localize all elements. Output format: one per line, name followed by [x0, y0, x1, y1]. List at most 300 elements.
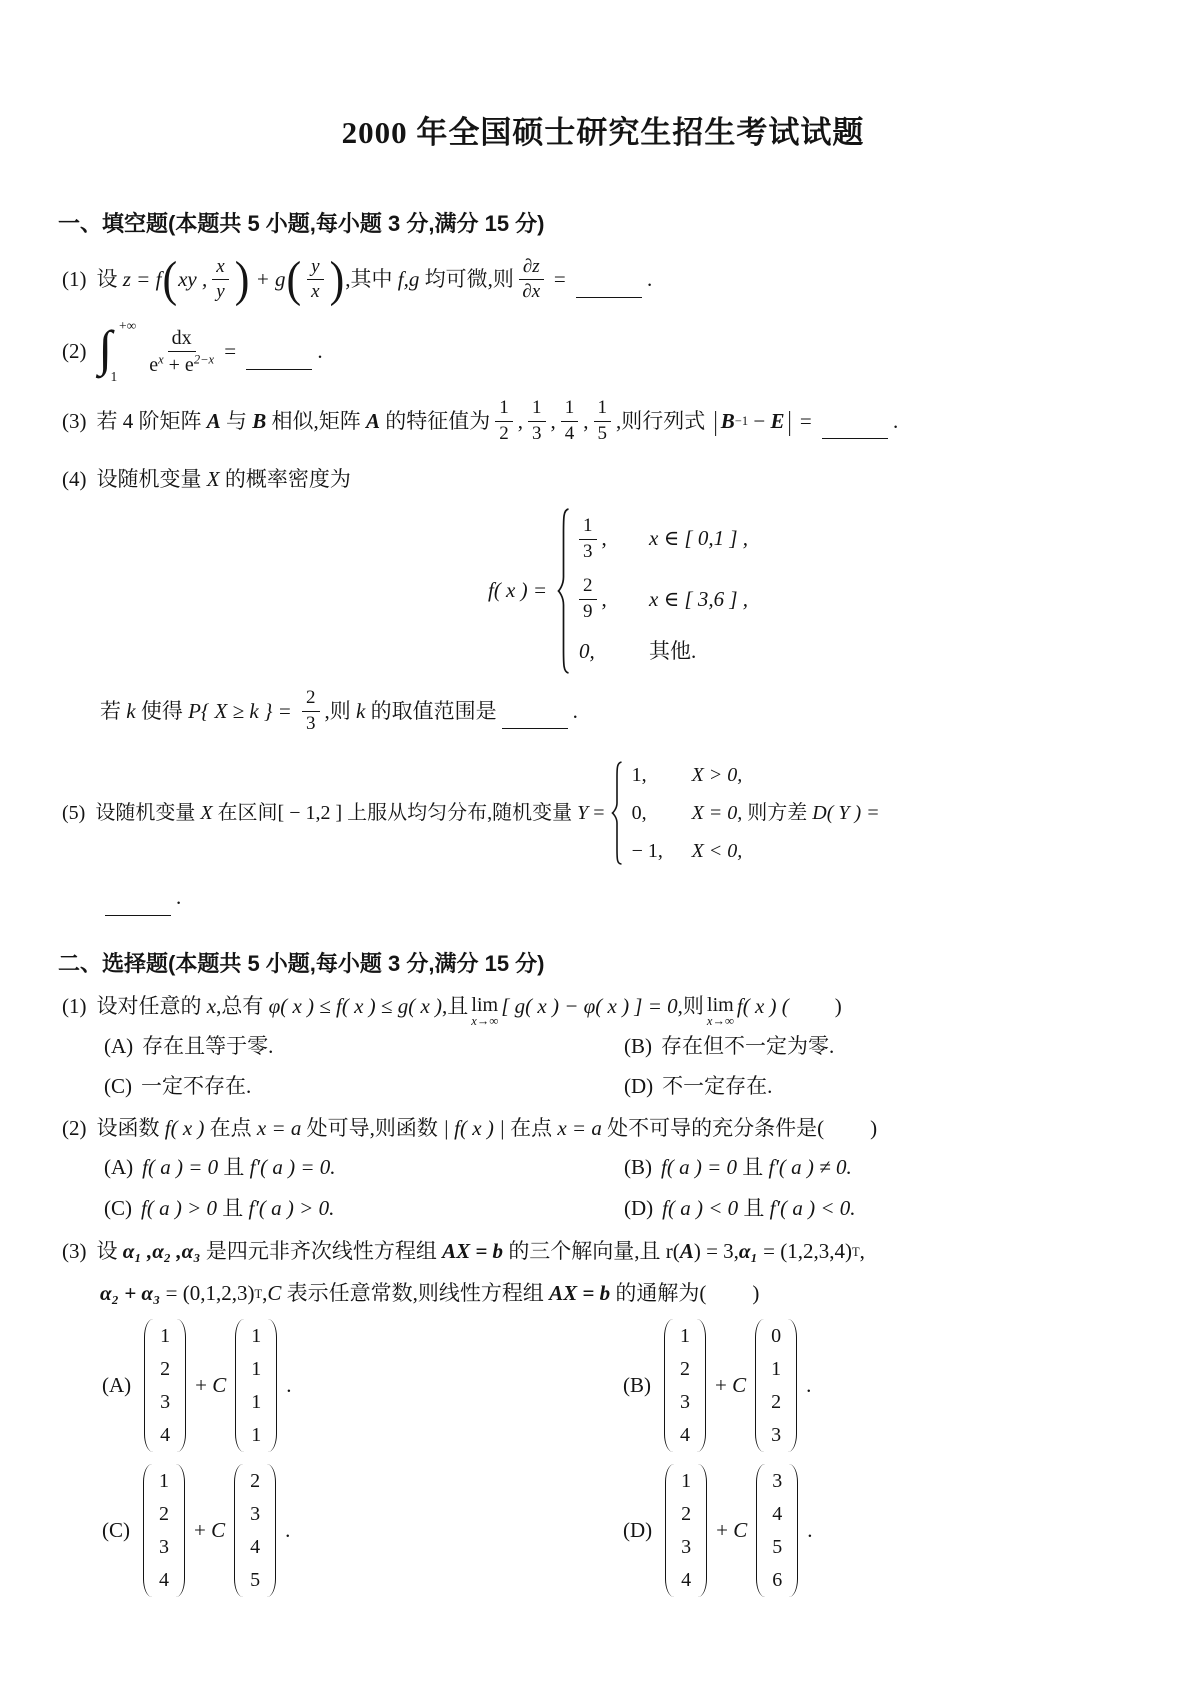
- column-vector: [755, 1319, 797, 1452]
- question-text: 则方差: [742, 801, 813, 824]
- fraction-numerator: 2: [579, 575, 597, 600]
- math-expression: x = a: [557, 1115, 602, 1140]
- integral-sign: [98, 318, 137, 384]
- vector-entry: 4: [772, 1503, 783, 1526]
- column-vector: [144, 1319, 186, 1452]
- piecewise-row: [632, 760, 743, 790]
- question-text: ,且: [442, 993, 469, 1018]
- question-text: 的三个解向量,且 r(: [503, 1239, 680, 1264]
- option-math: f( a ) > 0: [141, 1195, 217, 1220]
- vector-entry: 0: [771, 1325, 782, 1348]
- matrix-A: A: [679, 1239, 694, 1264]
- math-expression: =: [548, 267, 571, 292]
- vector-entry: 1: [680, 1325, 690, 1348]
- determinant-bar: |: [787, 404, 792, 437]
- question-label: (2): [62, 1115, 87, 1140]
- vector-alpha1: α₁: [738, 1239, 758, 1264]
- option-label: (C): [102, 1518, 130, 1543]
- fraction: [495, 397, 513, 446]
- math-expression: −: [748, 408, 771, 433]
- question-text: 处不可导的充分条件是(: [601, 1115, 825, 1140]
- fraction-numerator: 1: [561, 397, 579, 422]
- vector-entry: 4: [250, 1536, 261, 1559]
- option-D: [623, 1464, 1144, 1597]
- variable-k: k: [356, 698, 366, 723]
- option-label: (C): [104, 1195, 132, 1220]
- piecewise-condition: X = 0,: [691, 801, 743, 824]
- fill-blank-q5: [62, 760, 1144, 866]
- fraction-numerator: 1: [528, 397, 546, 422]
- math-expression: D( Y ) =: [812, 801, 880, 824]
- piecewise-value: 1,: [631, 763, 647, 786]
- question-text: 设随机变量: [96, 466, 207, 491]
- answer-blank: [502, 705, 568, 729]
- option-text: 存在但不一定为零.: [661, 1033, 835, 1058]
- period: .: [806, 1373, 812, 1398]
- question-text: 的概率密度为: [219, 466, 351, 491]
- fraction: [519, 256, 544, 305]
- vector-left-paren: [756, 1464, 765, 1597]
- math-expression: [ g( x ) − φ( x ) ] = 0: [501, 993, 678, 1018]
- exponent: 2−x: [193, 352, 215, 367]
- matrix-A: A: [366, 408, 381, 433]
- question-text: 设: [96, 1239, 123, 1264]
- piecewise-condition: x ∈ [ 3,6 ] ,: [649, 586, 749, 611]
- vector-entry: 5: [772, 1536, 783, 1559]
- question-label: (1): [62, 993, 87, 1018]
- vector-entry: 1: [159, 1470, 169, 1493]
- vector-entry: 1: [771, 1358, 782, 1381]
- question-text: 表示任意常数,则线性方程组: [281, 1280, 550, 1305]
- option-label: (B): [623, 1373, 651, 1398]
- option-label: (A): [104, 1033, 134, 1058]
- vector-right-paren: [176, 1464, 185, 1597]
- question-label: (3): [62, 1239, 87, 1264]
- question-text: 在点: [204, 1115, 257, 1140]
- vector-right-paren: [788, 1319, 797, 1452]
- question-text: ,总有: [216, 993, 269, 1018]
- question-text: 相似,矩阵: [266, 408, 367, 433]
- vector-entry: 3: [771, 1424, 782, 1447]
- piecewise-condition: 其他.: [649, 639, 697, 664]
- answer-blank: [105, 892, 171, 916]
- question-text: 设函数: [96, 1115, 165, 1140]
- vector-entry: 4: [159, 1569, 169, 1592]
- answer-blank: [576, 274, 642, 298]
- fraction-denominator: x: [311, 281, 320, 303]
- question-label: (2): [62, 338, 87, 363]
- option-C: [104, 1071, 624, 1103]
- choice-q1-options: [104, 1031, 1144, 1103]
- option-math: f( a ) = 0: [142, 1155, 219, 1180]
- column-vector: [235, 1319, 277, 1452]
- question-text: 的通解为(: [610, 1280, 707, 1305]
- column-vector: [664, 1319, 706, 1452]
- option-D: [624, 1193, 1144, 1225]
- vector-left-paren: [143, 1464, 152, 1597]
- integral-upper-limit: +∞: [118, 318, 137, 334]
- fill-blank-q3: (3) 若 4 阶矩阵 A 与 B 相似,矩阵 A 的特征值为 $\frac{1}{2}$ , $\frac{1}{3}$ , $\frac{1}{4}$ , $\frac{1}{5}$ ,则行列式 | B −1 − E | = .: [62, 397, 899, 444]
- vector-entry: 2: [160, 1358, 171, 1381]
- option-math: f( a ) < 0: [662, 1195, 739, 1220]
- matrix-A: A: [206, 408, 221, 433]
- option-C: [102, 1464, 623, 1597]
- option-A: [102, 1319, 623, 1452]
- comma: ,: [601, 586, 607, 611]
- question-text: ,则: [324, 698, 357, 723]
- question-text: 均可微,则: [419, 267, 514, 292]
- option-text: 不一定存在.: [662, 1074, 773, 1099]
- option-C: [104, 1193, 624, 1225]
- period: .: [285, 1518, 291, 1543]
- fraction-denominator: y: [216, 281, 225, 303]
- period: .: [572, 698, 578, 723]
- vector-entry: 3: [159, 1536, 169, 1559]
- fraction-denominator: 9: [583, 601, 593, 623]
- vector-entries: [764, 1319, 788, 1452]
- plus-C: [194, 1515, 225, 1547]
- limit-text: lim: [707, 994, 734, 1017]
- vector-entry: 1: [251, 1358, 262, 1381]
- fraction: [307, 256, 323, 305]
- vector-entry: 4: [681, 1569, 692, 1592]
- fill-blank-q4: [62, 464, 1144, 496]
- right-paren: ): [234, 251, 250, 307]
- fraction-numerator: y: [307, 256, 323, 281]
- piecewise-value: 0,: [579, 639, 595, 664]
- piecewise-row: [579, 636, 748, 668]
- matrix-B: B: [252, 408, 267, 433]
- fraction-numerator: x: [212, 256, 228, 281]
- piecewise-value: 0,: [631, 801, 647, 824]
- vector-entry: 2: [680, 1358, 690, 1381]
- math-expression: f( x ) =: [487, 578, 548, 603]
- constant-C: C: [732, 1373, 747, 1398]
- equation-AX-b: AX = b: [549, 1280, 611, 1305]
- option-math: f′( a ) < 0.: [769, 1195, 856, 1220]
- left-paren: (: [162, 251, 178, 307]
- piecewise-condition: x ∈ [ 0,1 ] ,: [649, 526, 749, 551]
- conjunction: 且: [738, 1195, 770, 1220]
- fraction-numerator: ∂z: [519, 256, 544, 281]
- conjunction: 且: [737, 1155, 769, 1180]
- question-text: 若: [100, 698, 127, 723]
- vector-alphas: α₁ ,α₂ ,α₃: [122, 1239, 201, 1264]
- limit-subscript: x→∞: [471, 1014, 499, 1029]
- vector-entry: 3: [250, 1503, 261, 1526]
- column-vector: [756, 1464, 798, 1597]
- vector-entry: 3: [772, 1470, 783, 1493]
- vector-entry: 6: [772, 1569, 783, 1592]
- vector-left-paren: [665, 1464, 674, 1597]
- math-expression: f( x ): [164, 1115, 205, 1140]
- fraction-denominator: 4: [564, 422, 575, 444]
- density-function: [92, 507, 1144, 675]
- question-label: (1): [62, 267, 87, 292]
- option-math: f′( a ) > 0.: [248, 1195, 335, 1220]
- comma: ,: [262, 1280, 268, 1305]
- vector-entry: 4: [160, 1424, 171, 1447]
- vector-left-paren: [234, 1464, 243, 1597]
- answer-blank: [246, 346, 312, 370]
- choice-q2-options: [104, 1152, 1144, 1224]
- right-paren: ): [752, 1280, 760, 1305]
- comma: ,: [601, 526, 607, 551]
- period: .: [317, 338, 323, 363]
- question-text: ) = 3,: [693, 1239, 739, 1264]
- limit-operator: [707, 995, 734, 1028]
- fill-blank-q4-continued: [100, 687, 1144, 736]
- fraction-numerator: 1: [594, 397, 612, 422]
- variable-X: X: [206, 466, 220, 491]
- variable-Y: Y: [577, 801, 589, 824]
- right-paren: ): [834, 993, 842, 1018]
- page-title: 2000 年全国硕士研究生招生考试试题: [341, 115, 865, 150]
- fraction: [302, 687, 320, 736]
- plus-sign: +: [194, 1518, 206, 1543]
- math-expression: f,g: [397, 267, 420, 292]
- question-text: 设: [96, 267, 123, 292]
- fraction-denominator: 5: [597, 422, 608, 444]
- period: .: [893, 408, 899, 433]
- piecewise-value: [579, 575, 633, 624]
- piecewise-condition: X < 0,: [691, 839, 743, 862]
- vector-entries: [243, 1464, 267, 1597]
- option-D: [624, 1071, 1144, 1103]
- question-label: (3): [62, 408, 87, 433]
- math-expression: =: [219, 338, 242, 363]
- option-label: (C): [104, 1074, 132, 1099]
- plus-C: [716, 1515, 747, 1547]
- option-label: (D): [624, 1074, 654, 1099]
- fraction: [561, 397, 579, 446]
- fill-blank-q5-answer-line: [100, 882, 1144, 914]
- fraction: [579, 575, 597, 624]
- vector-entry: 2: [250, 1470, 261, 1493]
- vector-left-paren: [144, 1319, 153, 1452]
- question-label: (4): [62, 466, 87, 491]
- piecewise-row: [579, 575, 748, 624]
- constant-C: C: [211, 1518, 226, 1543]
- piecewise-value: − 1,: [631, 839, 663, 862]
- option-B: [624, 1152, 1144, 1184]
- question-text: 是四元非齐次线性方程组: [200, 1239, 443, 1264]
- vector-entry: 1: [160, 1325, 171, 1348]
- fraction: [528, 397, 546, 446]
- fraction-numerator: dx: [168, 326, 196, 352]
- fill-blank-q2: [62, 318, 1144, 384]
- option-math: f′( a ) ≠ 0.: [768, 1155, 852, 1180]
- constant-C: C: [212, 1373, 227, 1398]
- option-label: (D): [623, 1518, 653, 1543]
- option-B: [623, 1319, 1144, 1452]
- column-vector: [665, 1464, 707, 1597]
- fraction-denominator: 3: [583, 540, 593, 562]
- option-text: 一定不存在.: [141, 1074, 252, 1099]
- answer-blank: [822, 415, 888, 439]
- piecewise-row: [632, 798, 743, 828]
- question-text: 在区间[ − 1,2 ] 上服从均匀分布,随机变量: [212, 801, 578, 824]
- fraction-denominator: [149, 352, 214, 377]
- fraction: [594, 397, 612, 446]
- piecewise-condition: X > 0,: [691, 763, 743, 786]
- question-text: 若 4 阶矩阵: [96, 408, 207, 433]
- fraction-denominator: 3: [532, 422, 542, 444]
- option-B: [624, 1031, 1144, 1063]
- choice-q2: [62, 1113, 1144, 1145]
- vector-right-paren: [789, 1464, 798, 1597]
- column-vector: [143, 1464, 185, 1597]
- option-label: (B): [624, 1155, 652, 1180]
- period: .: [647, 267, 653, 292]
- piecewise-row: [579, 515, 748, 564]
- question-text: 与: [220, 408, 253, 433]
- piecewise-rows: [632, 760, 743, 866]
- vector-right-paren: [698, 1464, 707, 1597]
- plus-C: [715, 1370, 746, 1402]
- vector-entries: [152, 1464, 176, 1597]
- option-A: [104, 1031, 624, 1063]
- vector-left-paren: [235, 1319, 244, 1452]
- left-paren: (: [286, 251, 302, 307]
- vector-entry: 1: [251, 1391, 262, 1414]
- section2-heading: 二、选择题(本题共 5 小题,每小题 3 分,满分 15 分): [58, 951, 545, 977]
- fraction-denominator: ∂x: [522, 281, 541, 303]
- limit-subscript: x→∞: [706, 1014, 734, 1029]
- limit-text: lim: [471, 994, 499, 1017]
- vector-entry: 2: [681, 1503, 692, 1526]
- vector-entry: 1: [251, 1424, 262, 1447]
- vector-entry: 2: [771, 1391, 782, 1414]
- vector-right-paren: [697, 1319, 706, 1452]
- option-A: [104, 1152, 624, 1184]
- fraction-denominator: 2: [499, 422, 509, 444]
- integral-lower-limit: 1: [110, 368, 118, 384]
- vector-entry: 2: [159, 1503, 169, 1526]
- fraction-numerator: 2: [302, 687, 320, 712]
- determinant-bar: |: [713, 404, 718, 437]
- math-expression: =: [794, 408, 818, 433]
- fraction: [149, 326, 214, 377]
- vector-alpha-sum: α₂ + α₃: [100, 1280, 161, 1305]
- question-text: 设随机变量: [95, 801, 201, 824]
- equation-AX-b: AX = b: [442, 1239, 504, 1264]
- math-expression: xy ,: [178, 267, 208, 292]
- choice-q3-options: [102, 1319, 1144, 1597]
- period: .: [176, 884, 182, 909]
- vector-entries: [244, 1319, 268, 1452]
- conjunction: 且: [218, 1155, 250, 1180]
- constant-C: C: [733, 1518, 748, 1543]
- math-expression: f( x ) (: [736, 993, 789, 1018]
- constant-C: C: [267, 1280, 282, 1305]
- period: .: [807, 1518, 813, 1543]
- piecewise-brace: [609, 760, 624, 866]
- question-text: 在点: [504, 1115, 558, 1140]
- fraction: [579, 515, 597, 564]
- piecewise-row: [632, 836, 743, 866]
- math-expression: x = a: [256, 1115, 302, 1140]
- vector-left-paren: [755, 1319, 764, 1452]
- vector-entry: 3: [160, 1391, 171, 1414]
- vector-right-paren: [177, 1319, 186, 1452]
- variable-k: k: [126, 698, 136, 723]
- vector-entries: [153, 1319, 177, 1452]
- math-expression: e: [149, 354, 159, 377]
- vector-right-paren: [267, 1464, 276, 1597]
- vector-entry: 1: [251, 1325, 262, 1348]
- question-text: ,其中: [345, 267, 398, 292]
- vector-entries: [674, 1464, 698, 1597]
- section1-heading: 一、填空题(本题共 5 小题,每小题 3 分,满分 15 分): [58, 210, 545, 236]
- math-expression: = (1,2,3,4): [757, 1239, 852, 1264]
- option-text: 存在且等于零.: [142, 1033, 274, 1058]
- integral-glyph: ∫: [98, 320, 113, 377]
- question-text: 的特征值为: [380, 408, 491, 433]
- plus-C: [195, 1370, 226, 1402]
- option-math: f( a ) = 0: [661, 1155, 737, 1180]
- fill-blank-q1: [62, 251, 1144, 307]
- vector-entry: 4: [680, 1424, 690, 1447]
- comma: ,: [859, 1239, 865, 1264]
- vector-entry: 5: [250, 1569, 261, 1592]
- fraction-numerator: 1: [495, 397, 513, 422]
- math-expression: = (0,1,2,3): [160, 1280, 255, 1305]
- question-text: ,则: [677, 993, 704, 1018]
- math-expression: =: [588, 801, 605, 824]
- math-expression: z = f: [122, 267, 162, 292]
- option-label: (A): [102, 1373, 132, 1398]
- variable-x: x: [206, 993, 217, 1018]
- piecewise-brace: [555, 507, 571, 675]
- question-text: 设对任意的: [96, 993, 207, 1018]
- plus-sign: +: [716, 1518, 728, 1543]
- option-label: (A): [104, 1155, 134, 1180]
- column-vector: [234, 1464, 276, 1597]
- math-expression: P{ X ≥ k } =: [188, 698, 298, 723]
- conjunction: 且: [217, 1195, 249, 1220]
- matrix-E: E: [770, 408, 785, 433]
- option-label: (D): [624, 1195, 654, 1220]
- math-expression: φ( x ) ≤ f( x ) ≤ g( x ): [268, 993, 443, 1018]
- right-paren: ): [870, 1115, 878, 1140]
- option-label: (B): [624, 1033, 652, 1058]
- comma: ,: [550, 408, 556, 433]
- fraction-numerator: 1: [579, 515, 597, 540]
- plus-sign: +: [715, 1373, 727, 1398]
- comma: ,: [517, 408, 524, 433]
- exponent: x: [158, 352, 164, 367]
- question-text: 使得: [135, 698, 189, 723]
- question-text: 的取值范围是: [365, 698, 497, 723]
- variable-X: X: [200, 801, 213, 824]
- vector-left-paren: [664, 1319, 673, 1452]
- question-label: (5): [62, 801, 86, 824]
- limit-operator: [471, 995, 498, 1028]
- vector-right-paren: [268, 1319, 277, 1452]
- period: .: [286, 1373, 292, 1398]
- option-math: f′( a ) = 0.: [249, 1155, 336, 1180]
- question-text: 处可导,则函数: [301, 1115, 444, 1140]
- question-text: ,则行列式: [616, 408, 711, 433]
- plus-sign: +: [195, 1373, 207, 1398]
- vector-entries: [673, 1319, 697, 1452]
- comma: ,: [583, 408, 589, 433]
- right-paren: ): [329, 251, 345, 307]
- vector-entry: 3: [681, 1536, 692, 1559]
- math-expression: | f( x ) |: [443, 1115, 505, 1140]
- math-expression: + e: [163, 354, 194, 377]
